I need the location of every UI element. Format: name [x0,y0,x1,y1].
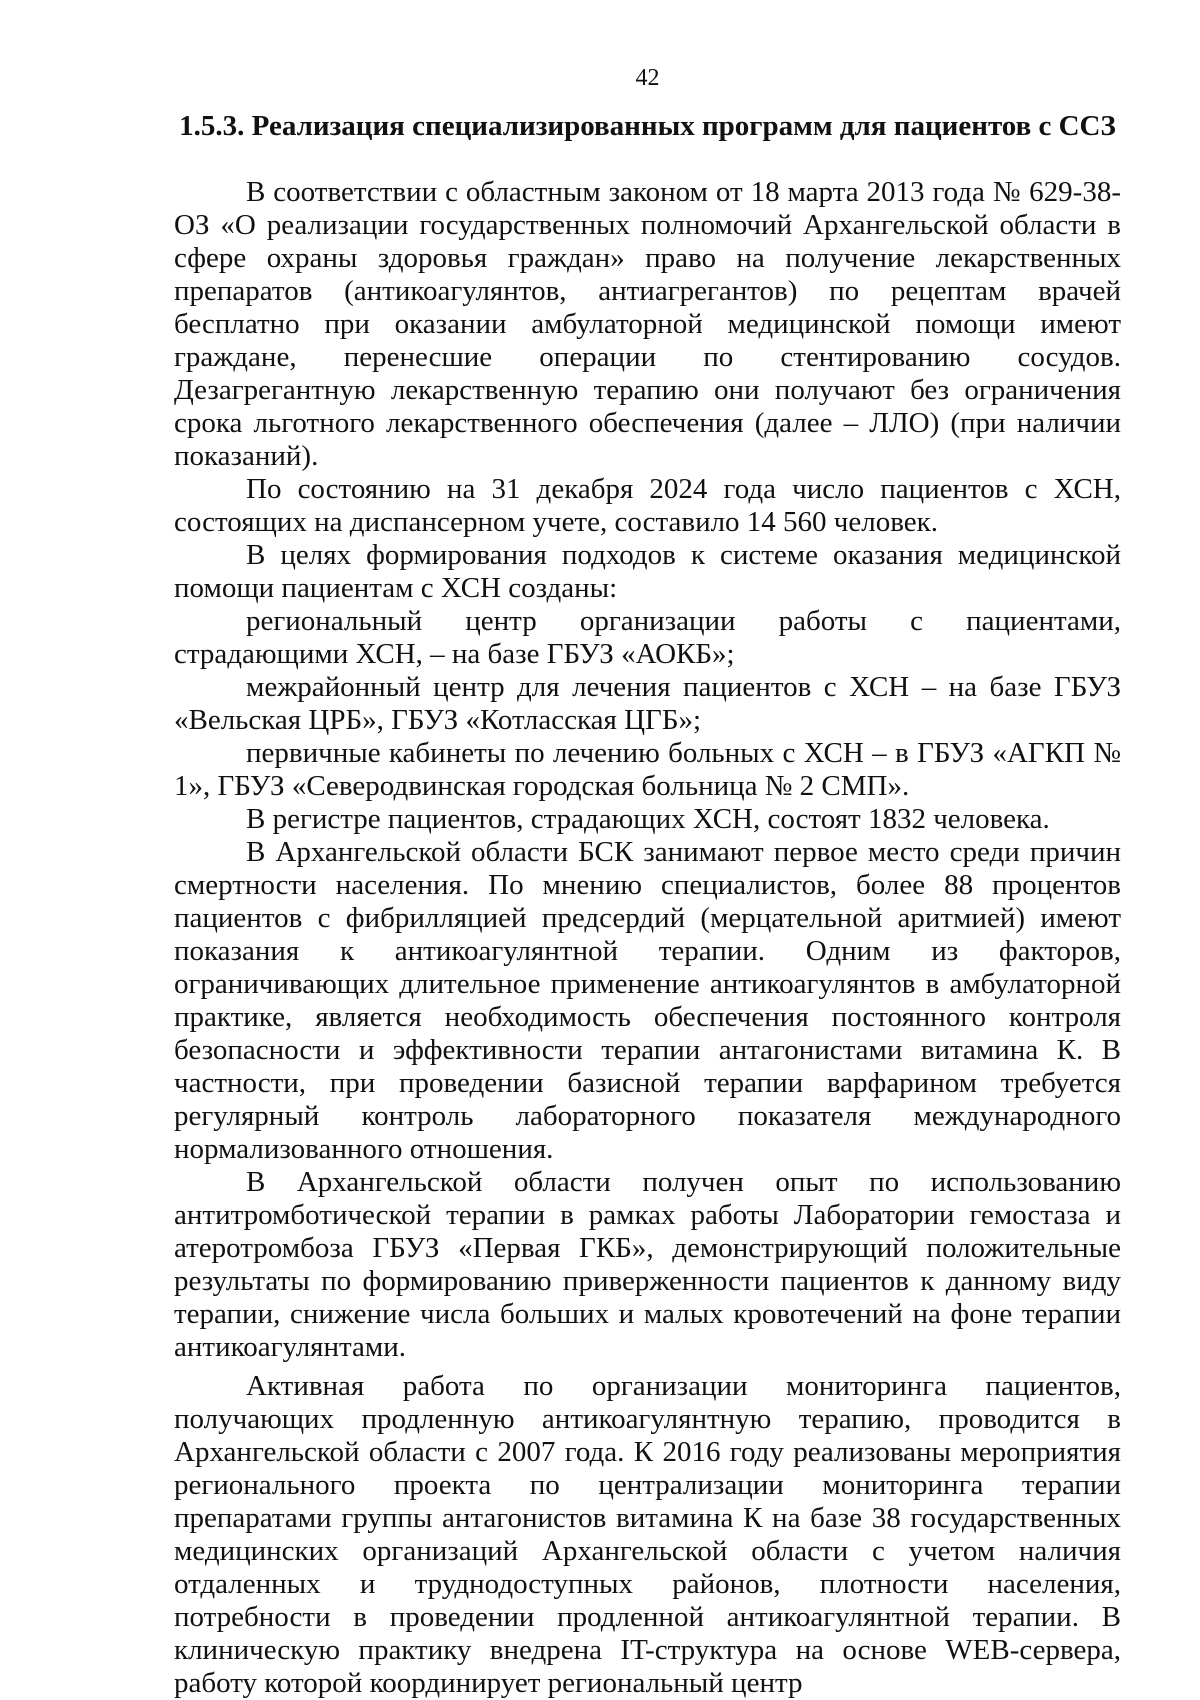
paragraph-interdistrict-center: межрайонный центр для лечения пациентов с ХСН – на базе ГБУЗ «Вельская ЦРБ», ГБУЗ «Котласская ЦГБ»; [174,671,1121,736]
paragraph-patient-count: По состоянию на 31 декабря 2024 года число пациентов с ХСН, состоящих на диспансерном учете, составило 14 560 человек. [174,473,1121,538]
section-heading: 1.5.3. Реализация специализированных программ для пациентов с ССЗ [179,110,1116,142]
paragraph-regional-center: региональный центр организации работы с пациентами, страдающими ХСН, – на базе ГБУЗ «АОКБ»; [174,605,1121,670]
paragraph-law-reference: В соответствии с областным законом от 18 марта 2013 года № 629-38-ОЗ «О реализации государственных полномочий Архангельской области в сфере охраны здоровья граждан» право на получение лекарственных препаратов (антикоагулянтов, антиагрегантов) по рецептам врачей бесплатно при оказании амбулаторной медицинской помощи имеют граждане, перенесшие операции по стентированию сосудов. Дезагрегантную лекарственную терапию они получают без ограничения срока льготного лекарственного обеспечения (далее – ЛЛО) (при наличии показаний). [174,176,1121,472]
paragraph-monitoring: Активная работа по организации мониторинга пациентов, получающих продленную антикоагулянтную терапию, проводится в Архангельской области с 2007 года. К 2016 году реализованы мероприятия регионального проекта по централизации мониторинга терапии препаратами группы антагонистов витамина К на базе 38 государственных медицинских организаций Архангельской области с учетом наличия отдаленных и труднодоступных районов, плотности населения, потребности в проведении продленной антикоагулянтной терапии. В клиническую практику внедрена IT-структура на основе WEB-сервера, работу которой координирует региональный центр [174,1370,1121,1699]
body-text [174,176,1121,1700]
paragraph-primary-offices: первичные кабинеты по лечению больных с ХСН – в ГБУЗ «АГКП № 1», ГБУЗ «Северодвинская городская больница № 2 СМП». [174,737,1121,802]
document-page [174,62,1121,1700]
paragraph-mortality: В Архангельской области БСК занимают первое место среди причин смертности населения. По мнению специалистов, более 88 процентов пациентов с фибрилляцией предсердий (мерцательной аритмией) имеют показания к антикоагулянтной терапии. Одним из факторов, ограничивающих длительное применение антикоагулянтов в амбулаторной практике, является необходимость обеспечения постоянного контроля безопасности и эффективности терапии антагонистами витамина К. В частности, при проведении базисной терапии варфарином требуется регулярный контроль лабораторного показателя международного нормализованного отношения. [174,836,1121,1165]
page-number: 42 [635,65,660,91]
paragraph-antithrombotic-experience: В Архангельской области получен опыт по использованию антитромботической терапии в рамках работы Лаборатории гемостаза и атеротромбоза ГБУЗ «Первая ГКБ», демонстрирующий положительные результаты по формированию приверженности пациентов к данному виду терапии, снижение числа больших и малых кровотечений на фоне терапии антикоагулянтами. [174,1166,1121,1363]
paragraph-registry: В регистре пациентов, страдающих ХСН, состоят 1832 человека. [246,803,1050,835]
paragraph-care-system: В целях формирования подходов к системе оказания медицинской помощи пациентам с ХСН созданы: [174,539,1121,604]
